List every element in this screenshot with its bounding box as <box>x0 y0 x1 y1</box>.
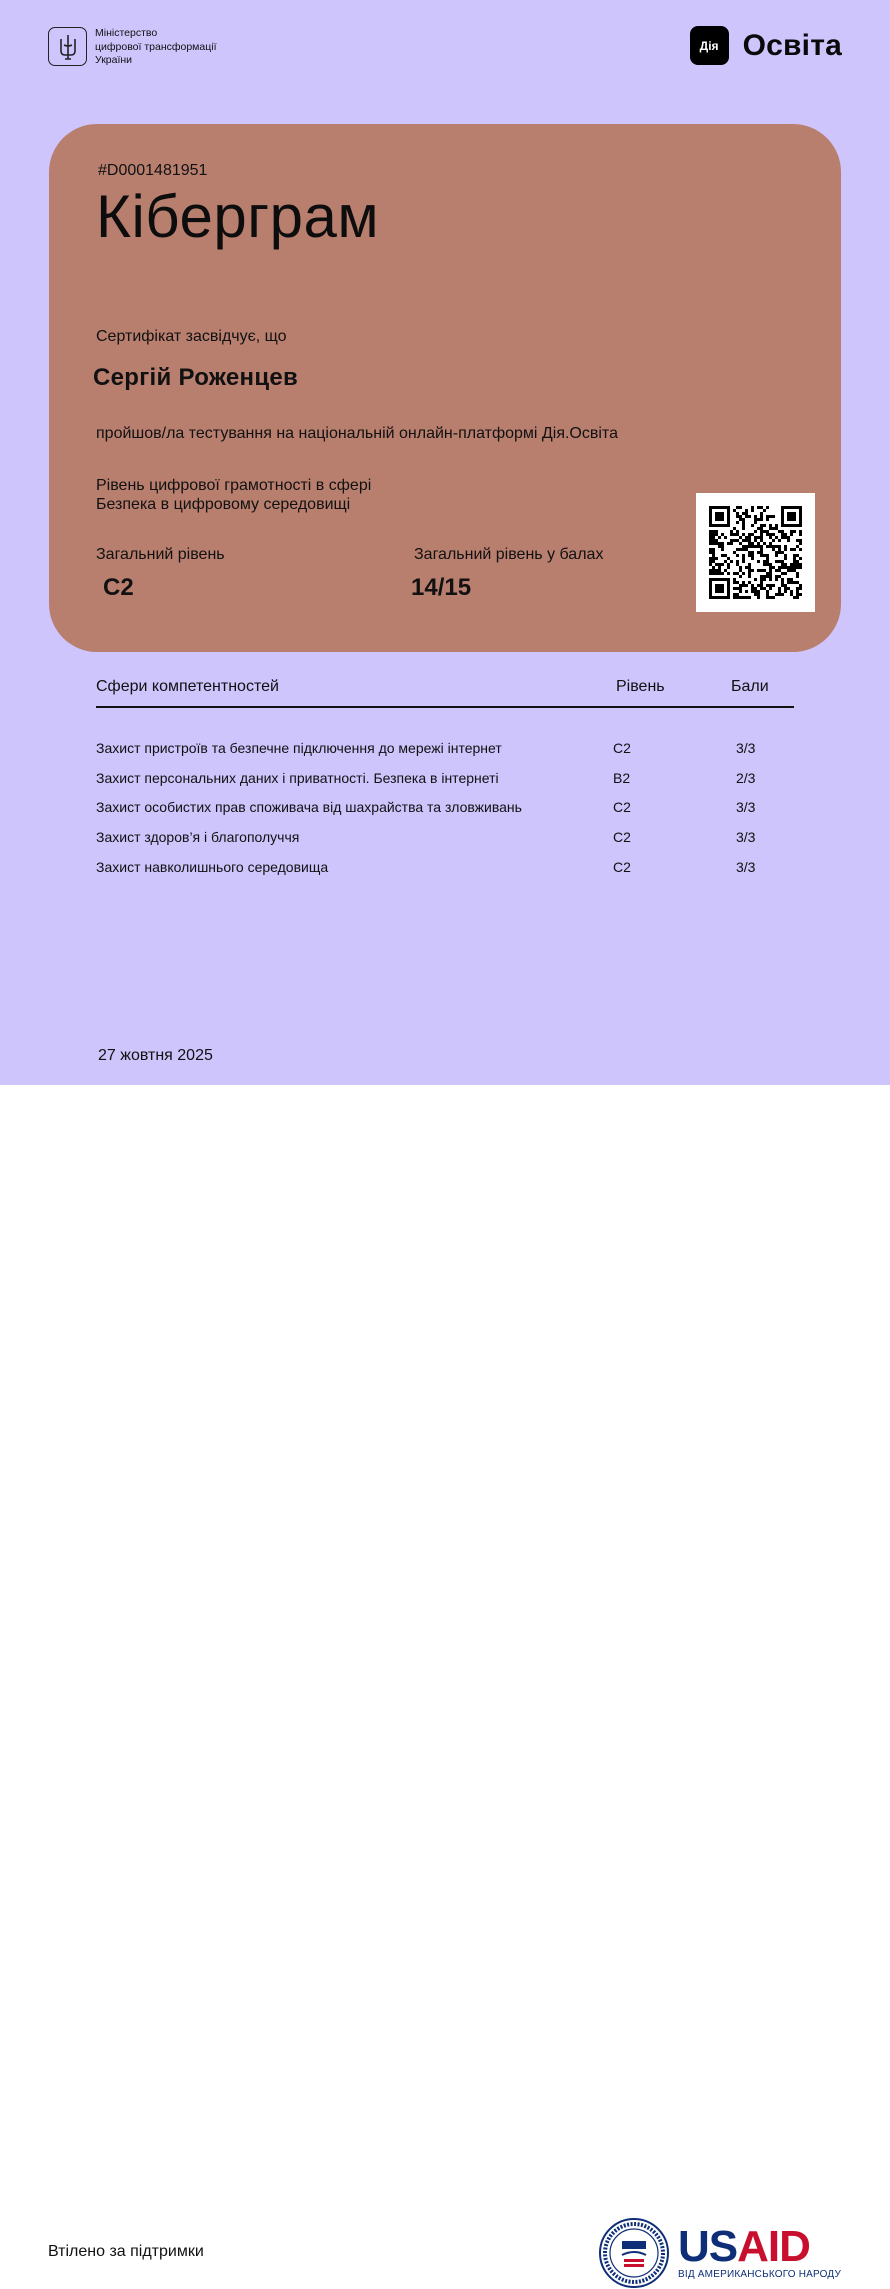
usaid-us: US <box>678 2221 738 2271</box>
points-value: 14/15 <box>411 574 472 601</box>
level-description-line-2: Безпека в цифровому середовищі <box>96 496 351 513</box>
usaid-subtitle: ВІД АМЕРИКАНСЬКОГО НАРОДУ <box>678 2268 842 2280</box>
table-header <box>96 678 794 708</box>
ministry-name <box>95 27 235 68</box>
dia-osvita-logo <box>690 26 842 65</box>
row-level: C2 <box>613 799 631 816</box>
row-level: C2 <box>613 739 631 756</box>
course-title: Кіберграм <box>96 183 380 250</box>
ministry-line-2: цифрової трансформації <box>95 40 217 53</box>
competencies-table <box>96 678 794 881</box>
table-row <box>96 792 794 822</box>
certifies-text: Сертифікат засвідчує, що <box>96 328 287 345</box>
person-name: Сергій Роженцев <box>93 364 299 391</box>
certificate-body <box>0 0 890 1085</box>
ministry-line-1: Міністерство <box>95 27 158 39</box>
overall-level-value: C2 <box>103 574 134 601</box>
certificate-id: #D0001481951 <box>98 162 208 179</box>
footer <box>0 1085 890 2280</box>
row-points: 3/3 <box>736 799 756 816</box>
level-description <box>96 476 371 514</box>
row-sphere: Захист особистих прав споживача від шахрайства та зловживань <box>96 799 522 816</box>
support-text: Втілено за підтримки <box>48 2243 204 2260</box>
usaid-aid: AID <box>737 2221 810 2271</box>
trident-icon <box>48 27 87 66</box>
issue-date: 27 жовтня 2025 <box>98 1047 213 1064</box>
ministry-logo <box>48 27 235 68</box>
overall-level-label: Загальний рівень <box>96 546 225 563</box>
header-level: Рівень <box>616 678 665 695</box>
level-description-line-1: Рівень цифрової грамотності в сфері <box>96 477 372 494</box>
dia-logo: Дія <box>690 26 729 65</box>
row-level: C2 <box>613 858 631 875</box>
usaid-seal-icon <box>598 2217 670 2289</box>
row-points: 3/3 <box>736 828 756 845</box>
table-row <box>96 733 794 763</box>
table-row <box>96 763 794 793</box>
certificate-card <box>49 124 841 652</box>
row-points: 3/3 <box>736 739 756 756</box>
table-row <box>96 852 794 882</box>
header-points: Бали <box>731 678 769 695</box>
row-sphere: Захист персональних даних і приватності. Безпека в інтернеті <box>96 769 499 786</box>
table-row <box>96 822 794 852</box>
qr-code-icon[interactable] <box>696 493 815 612</box>
row-points: 2/3 <box>736 769 756 786</box>
ministry-line-3: України <box>95 54 133 66</box>
header-sphere: Сфери компетентностей <box>96 678 279 695</box>
usaid-wordmark <box>678 2221 842 2280</box>
row-points: 3/3 <box>736 858 756 875</box>
row-level: B2 <box>613 769 631 786</box>
usaid-logo <box>598 2217 841 2289</box>
passed-text: пройшов/ла тестування на національній онлайн-платформі Дія.Освіта <box>96 425 618 442</box>
row-sphere: Захист навколишнього середовища <box>96 858 329 875</box>
table-body <box>96 708 794 881</box>
points-label: Загальний рівень у балах <box>414 546 604 563</box>
row-level: C2 <box>613 828 631 845</box>
row-sphere: Захист здоров’я і благополуччя <box>96 828 300 845</box>
row-sphere: Захист пристроїв та безпечне підключення до мережі інтернет <box>96 739 502 756</box>
brand-name: Освіта <box>742 28 842 62</box>
